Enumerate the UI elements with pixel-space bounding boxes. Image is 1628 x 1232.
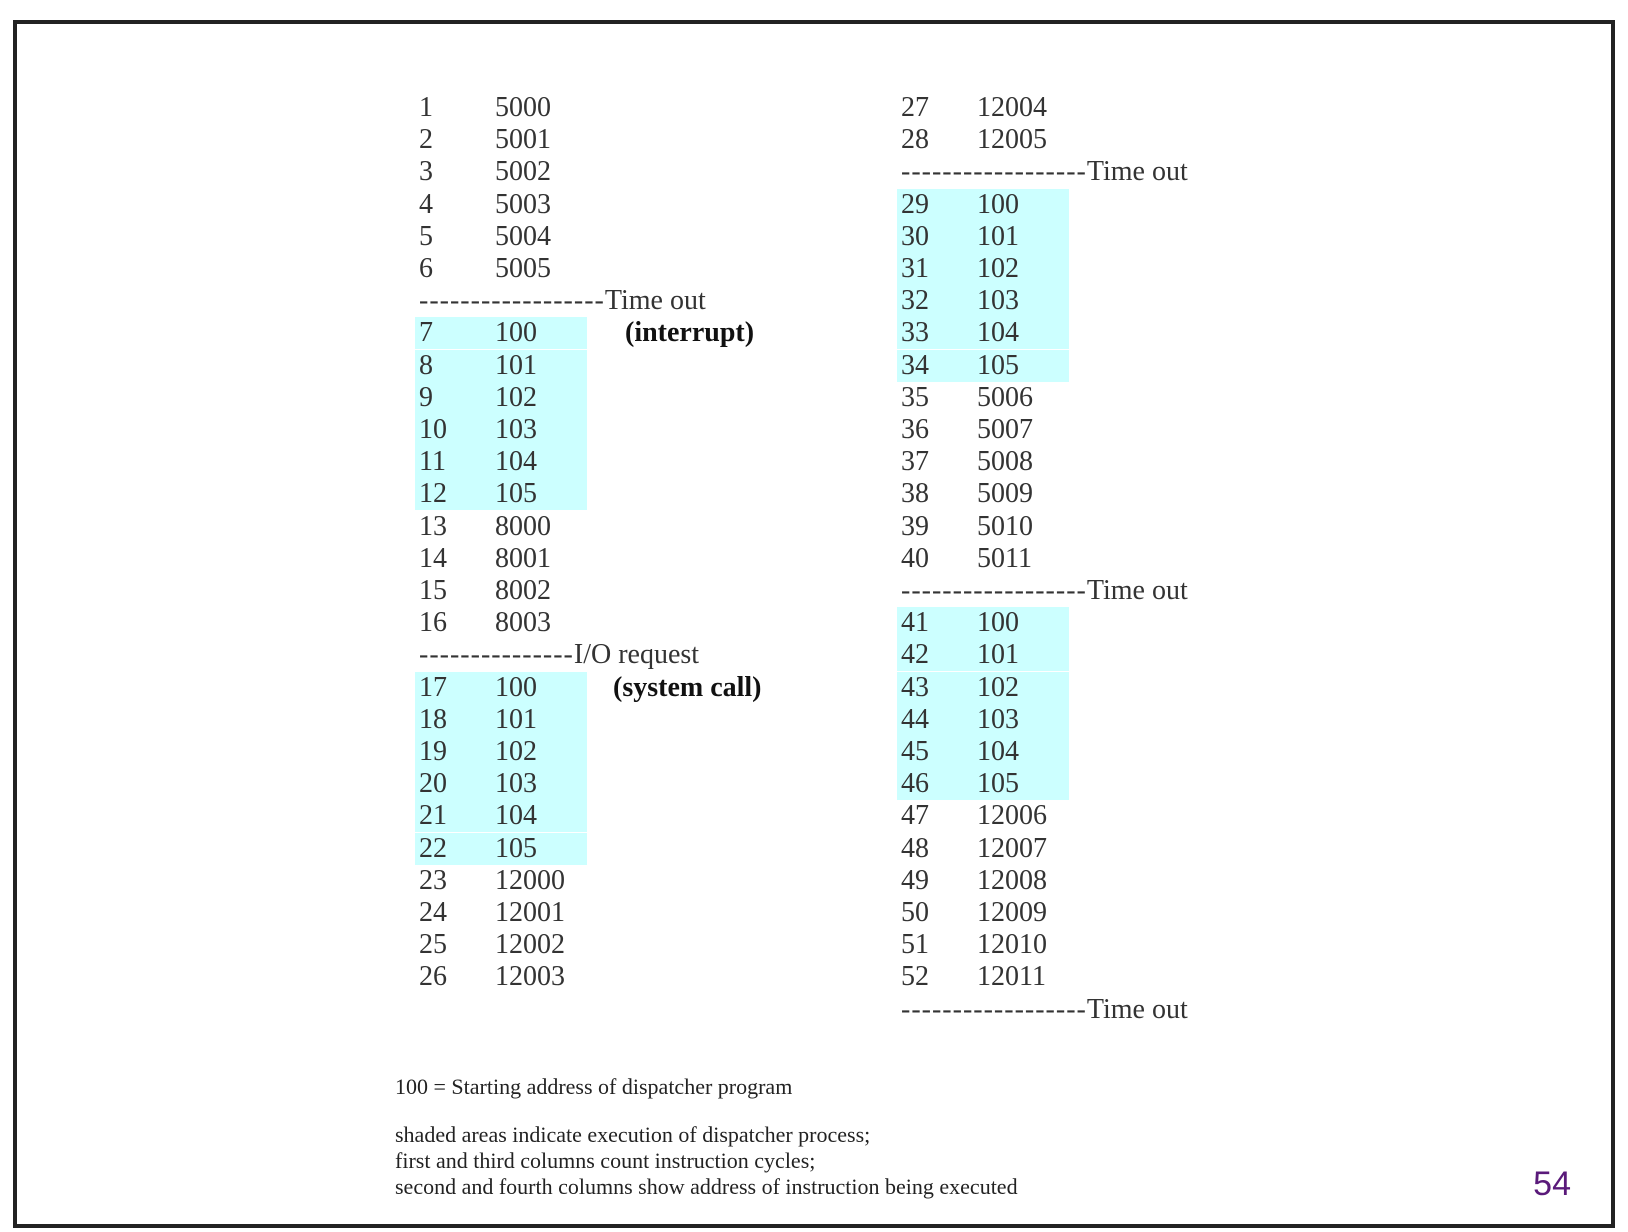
cycle-number: 30 [901, 220, 929, 252]
cycle-number: 49 [901, 864, 929, 896]
dispatcher-row [897, 736, 1069, 768]
separator-dashes: --------------- [419, 639, 574, 671]
instruction-address: 5009 [977, 478, 1033, 510]
instruction-address: 8003 [495, 607, 551, 639]
instruction-address: 103 [977, 285, 1019, 317]
cycle-number: 33 [901, 317, 929, 349]
instruction-address: 104 [977, 317, 1019, 349]
cycle-number: 12 [419, 478, 447, 510]
cycle-number: 42 [901, 639, 929, 671]
instruction-address: 101 [495, 349, 537, 381]
dispatcher-row [415, 736, 587, 768]
event-label: Time out [1086, 575, 1188, 606]
event-label: Time out [1086, 156, 1188, 188]
left-trace-column [415, 92, 775, 992]
separator-dashes: ------------------ [901, 993, 1087, 1025]
instruction-address: 8002 [495, 575, 551, 606]
trace-row [415, 543, 587, 575]
instruction-address: 5002 [495, 156, 551, 188]
cycle-number: 19 [419, 736, 447, 767]
instruction-address: 12003 [495, 961, 565, 993]
instruction-address: 103 [495, 768, 537, 800]
event-label: Time out [604, 285, 706, 317]
dispatcher-row [897, 704, 1069, 736]
instruction-address: 105 [977, 768, 1019, 800]
instruction-address: 12011 [977, 961, 1046, 993]
cycle-number: 26 [419, 961, 447, 993]
trace-row [415, 156, 587, 188]
dispatcher-row [897, 221, 1069, 253]
cycle-number: 10 [419, 414, 447, 445]
cycle-number: 17 [419, 671, 447, 703]
event-separator [901, 994, 1188, 1026]
instruction-address: 102 [977, 671, 1019, 703]
instruction-address: 101 [977, 639, 1019, 671]
cycle-number: 52 [901, 961, 929, 993]
instruction-address: 105 [495, 832, 537, 864]
dispatcher-row [897, 317, 1069, 349]
event-label: I/O request [573, 639, 700, 671]
cycle-number: 1 [419, 92, 433, 123]
trace-row [415, 897, 587, 929]
slide-frame [13, 20, 1615, 1228]
dispatcher-row [415, 800, 587, 832]
instruction-address: 5010 [977, 510, 1033, 542]
cycle-number: 24 [419, 897, 447, 928]
cycle-number: 13 [419, 510, 447, 542]
trace-row [897, 543, 1069, 575]
legend-line-4: second and fourth columns show address of instruction being executed [395, 1174, 1018, 1199]
instruction-address: 5007 [977, 414, 1033, 445]
cycle-number: 41 [901, 607, 929, 639]
trace-row [897, 897, 1069, 929]
trace-row [415, 575, 587, 607]
cycle-number: 23 [419, 864, 447, 896]
trace-row [897, 833, 1069, 865]
cycle-number: 20 [419, 768, 447, 800]
trace-row [897, 865, 1069, 897]
instruction-address: 5000 [495, 92, 551, 123]
instruction-address: 100 [495, 317, 537, 349]
instruction-address: 104 [495, 446, 537, 478]
instruction-address: 8001 [495, 542, 551, 574]
dispatcher-row [897, 253, 1069, 285]
cycle-number: 32 [901, 285, 929, 317]
dispatcher-row [415, 704, 587, 736]
trace-row [897, 511, 1069, 543]
cycle-number: 35 [901, 381, 929, 413]
dispatcher-row [415, 672, 587, 704]
cycle-number: 29 [901, 188, 929, 220]
page-number: 54 [1533, 1165, 1571, 1203]
trace-row [897, 478, 1069, 510]
trace-row [897, 446, 1069, 478]
cycle-number: 40 [901, 542, 929, 574]
cycle-number: 51 [901, 929, 929, 961]
instruction-address: 12002 [495, 929, 565, 961]
instruction-address: 102 [495, 381, 537, 413]
legend-line-3: first and third columns count instruction cycles; [395, 1148, 816, 1173]
instruction-address: 104 [495, 800, 537, 832]
cycle-number: 5 [419, 220, 433, 252]
instruction-address: 5005 [495, 253, 551, 284]
instruction-address: 5008 [977, 446, 1033, 478]
trace-row [415, 92, 587, 124]
cycle-number: 4 [419, 188, 433, 220]
cycle-number: 8 [419, 349, 433, 381]
instruction-address: 12009 [977, 897, 1047, 928]
cycle-number: 14 [419, 542, 447, 574]
trace-row [415, 961, 587, 993]
cycle-number: 7 [419, 317, 433, 349]
trace-row [415, 253, 587, 285]
trace-row [415, 865, 587, 897]
dispatcher-row [897, 189, 1069, 221]
cycle-number: 43 [901, 671, 929, 703]
event-separator [419, 285, 706, 317]
trace-row [897, 929, 1069, 961]
instruction-address: 12000 [495, 864, 565, 896]
event-cause-note: (system call) [613, 671, 762, 703]
trace-row [415, 607, 587, 639]
cycle-number: 37 [901, 446, 929, 478]
dispatcher-row [897, 350, 1069, 382]
instruction-address: 12010 [977, 929, 1047, 961]
trace-row [897, 414, 1069, 446]
cycle-number: 44 [901, 703, 929, 735]
trace-row [415, 124, 587, 156]
instruction-address: 12005 [977, 124, 1047, 156]
dispatcher-row [897, 672, 1069, 704]
cycle-number: 16 [419, 607, 447, 639]
dispatcher-row [897, 285, 1069, 317]
instruction-address: 102 [495, 736, 537, 767]
cycle-number: 50 [901, 897, 929, 928]
instruction-address: 8000 [495, 510, 551, 542]
dispatcher-row [415, 414, 587, 446]
instruction-address: 12001 [495, 897, 565, 928]
cycle-number: 45 [901, 736, 929, 767]
cycle-number: 28 [901, 124, 929, 156]
separator-dashes: ------------------ [419, 285, 605, 317]
instruction-address: 5011 [977, 542, 1032, 574]
instruction-address: 5004 [495, 220, 551, 252]
instruction-address: 102 [977, 253, 1019, 284]
instruction-address: 105 [495, 478, 537, 510]
trace-row [897, 961, 1069, 993]
dispatcher-row [415, 382, 587, 414]
cycle-number: 47 [901, 800, 929, 832]
cycle-number: 11 [419, 446, 446, 478]
trace-row [897, 382, 1069, 414]
instruction-address: 101 [495, 703, 537, 735]
instruction-address: 5001 [495, 124, 551, 156]
trace-row [897, 92, 1069, 124]
instruction-address: 104 [977, 736, 1019, 767]
dispatcher-row [897, 639, 1069, 671]
trace-row [415, 511, 587, 543]
event-separator [901, 156, 1188, 188]
dispatcher-row [415, 350, 587, 382]
cycle-number: 21 [419, 800, 447, 832]
cycle-number: 6 [419, 253, 433, 284]
dispatcher-row [415, 833, 587, 865]
event-label: Time out [1086, 993, 1188, 1025]
trace-row [415, 929, 587, 961]
cycle-number: 2 [419, 124, 433, 156]
dispatcher-row [897, 607, 1069, 639]
separator-dashes: ------------------ [901, 575, 1087, 606]
event-cause-note: (interrupt) [625, 317, 755, 349]
cycle-number: 9 [419, 381, 433, 413]
instruction-address: 5003 [495, 188, 551, 220]
cycle-number: 18 [419, 703, 447, 735]
cycle-number: 38 [901, 478, 929, 510]
legend-line-2: shaded areas indicate execution of dispatcher process; [395, 1122, 871, 1147]
event-separator [901, 575, 1188, 607]
instruction-address: 103 [977, 703, 1019, 735]
dispatcher-row [415, 317, 587, 349]
instruction-address: 5006 [977, 381, 1033, 413]
right-trace-column [897, 92, 1257, 1025]
cycle-number: 27 [901, 92, 929, 123]
dispatcher-row [897, 768, 1069, 800]
cycle-number: 48 [901, 832, 929, 864]
dispatcher-row [415, 768, 587, 800]
instruction-address: 100 [977, 188, 1019, 220]
cycle-number: 46 [901, 768, 929, 800]
instruction-address: 12006 [977, 800, 1047, 832]
instruction-address: 100 [977, 607, 1019, 639]
cycle-number: 31 [901, 253, 929, 284]
cycle-number: 3 [419, 156, 433, 188]
trace-row [415, 189, 587, 221]
cycle-number: 39 [901, 510, 929, 542]
trace-row [415, 221, 587, 253]
instruction-address: 103 [495, 414, 537, 445]
cycle-number: 22 [419, 832, 447, 864]
cycle-number: 34 [901, 349, 929, 381]
instruction-address: 12008 [977, 864, 1047, 896]
dispatcher-row [415, 446, 587, 478]
legend-line-1: 100 = Starting address of dispatcher program [395, 1074, 793, 1099]
instruction-address: 12007 [977, 832, 1047, 864]
instruction-address: 12004 [977, 92, 1047, 123]
instruction-address: 105 [977, 349, 1019, 381]
trace-row [897, 124, 1069, 156]
instruction-address: 100 [495, 671, 537, 703]
cycle-number: 15 [419, 575, 447, 606]
instruction-address: 101 [977, 220, 1019, 252]
cycle-number: 36 [901, 414, 929, 445]
dispatcher-row [415, 478, 587, 510]
separator-dashes: ------------------ [901, 156, 1087, 188]
trace-row [897, 800, 1069, 832]
event-separator [419, 639, 699, 671]
cycle-number: 25 [419, 929, 447, 961]
